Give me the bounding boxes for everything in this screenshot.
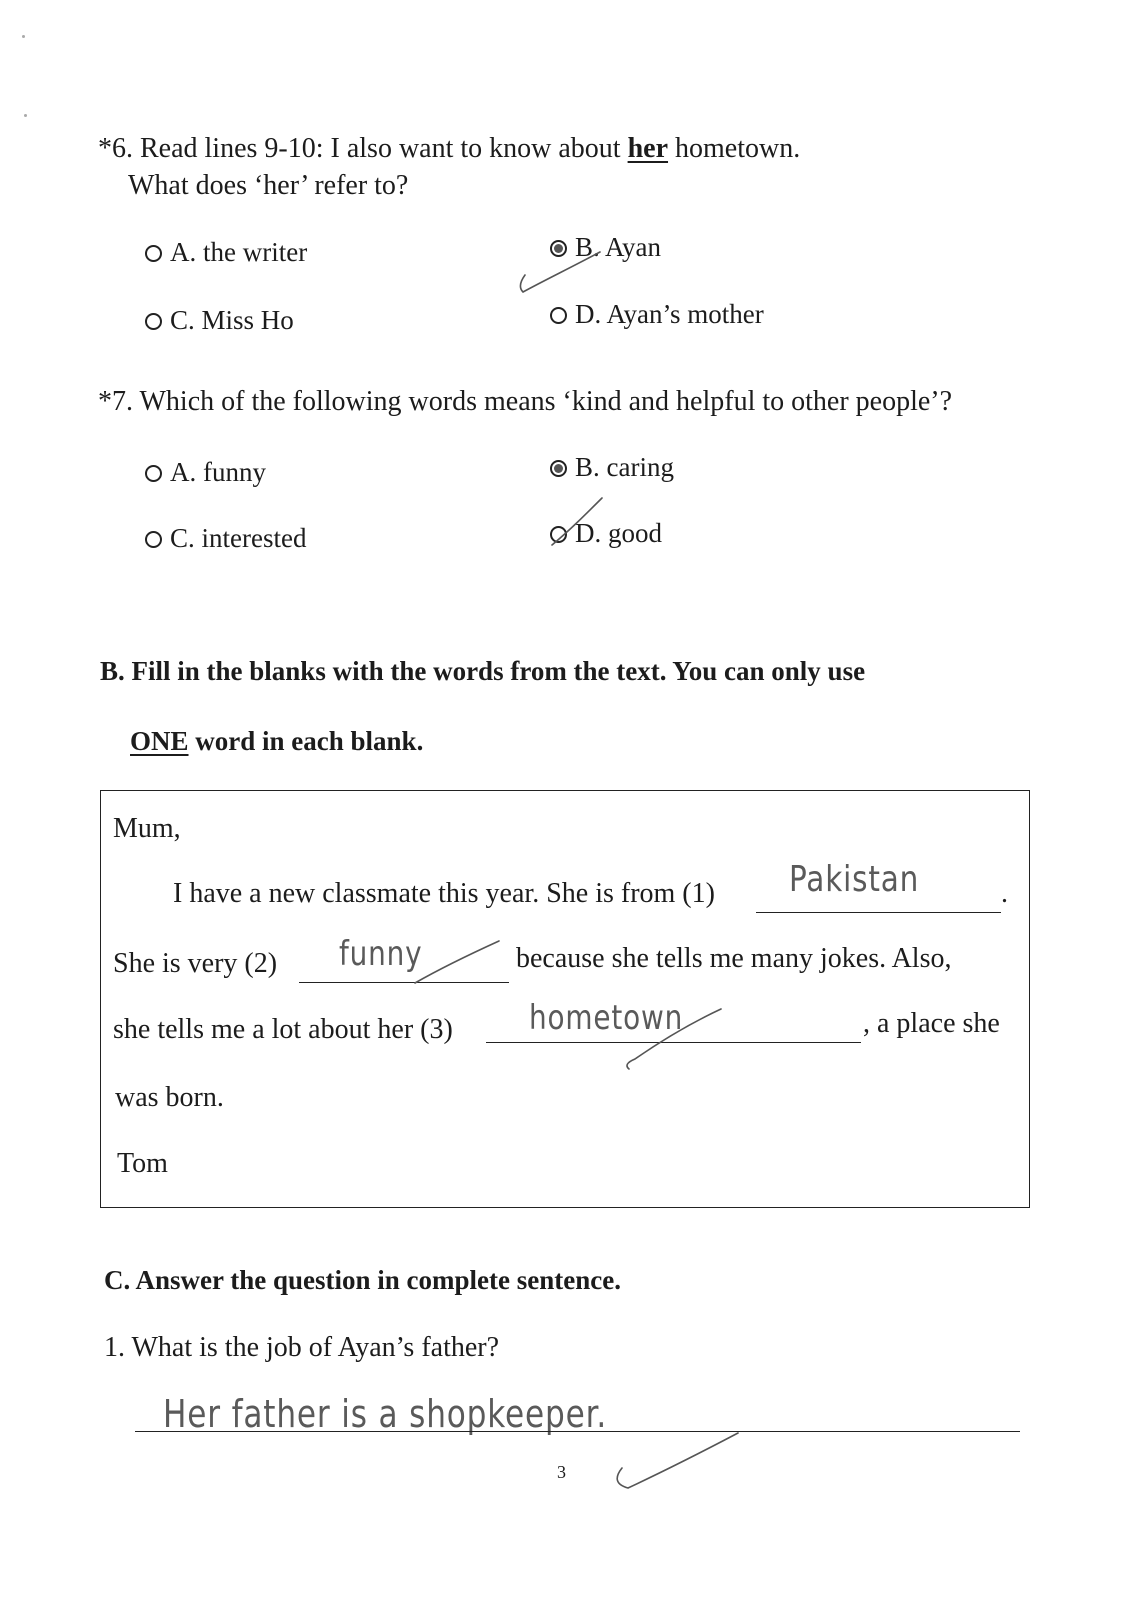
q7-line xyxy=(98,386,952,418)
q6-option-b-label: B. Ayan xyxy=(575,232,662,262)
q6-emphasis: her xyxy=(627,133,669,164)
radio-icon[interactable] xyxy=(550,307,567,324)
tick-mark-icon xyxy=(515,240,615,300)
section-b-heading-line2 xyxy=(130,726,423,757)
tick-mark-icon xyxy=(610,1428,750,1498)
q6-line1 xyxy=(98,133,800,165)
letter-line1-end: . xyxy=(1001,878,1008,909)
q7-option-b-label: B. caring xyxy=(575,452,674,482)
letter-line1: I have a new classmate this year. She is from (1) xyxy=(173,878,715,909)
q7-option-a-label: A. funny xyxy=(170,457,266,487)
radio-icon[interactable] xyxy=(145,313,162,330)
letter-box xyxy=(100,790,1030,1208)
section-b-emphasis: ONE xyxy=(130,726,189,756)
q6-line2: What does ‘her’ refer to? xyxy=(128,170,409,201)
letter-line3-post: , a place she xyxy=(863,1008,1000,1039)
page-number: 3 xyxy=(557,1462,566,1482)
q6-option-a[interactable] xyxy=(145,237,307,268)
q6-option-c[interactable] xyxy=(145,305,294,336)
q6-option-d[interactable] xyxy=(550,299,764,330)
q6-text-pre: Read lines 9-10: I also want to know about xyxy=(140,133,628,164)
tick-mark-icon xyxy=(621,1001,731,1071)
section-b-heading-line1: B. Fill in the blanks with the words from the text. You can only use xyxy=(100,656,866,686)
q7-text: Which of the following words means ‘kind and helpful to other people’? xyxy=(139,386,953,417)
letter-signoff: Tom xyxy=(117,1148,168,1179)
q6-number: *6. xyxy=(98,133,133,164)
q6-option-a-label: A. the writer xyxy=(170,237,308,267)
q6-option-c-label: C. Miss Ho xyxy=(170,305,294,335)
section-c-heading: C. Answer the question in complete sentence. xyxy=(104,1265,621,1295)
q6-option-d-label: D. Ayan’s mother xyxy=(575,299,764,329)
q7-option-c-label: C. interested xyxy=(170,523,307,553)
blank-1[interactable] xyxy=(756,911,1001,913)
letter-line2-pre: She is very (2) xyxy=(113,948,278,979)
q7-option-a[interactable] xyxy=(145,457,266,488)
answer-line[interactable] xyxy=(135,1430,1020,1432)
answer-blank-2: funny xyxy=(339,934,423,974)
letter-line3-pre: she tells me a lot about her (3) xyxy=(113,1014,453,1045)
section-b-heading-rest: word in each blank. xyxy=(188,726,424,756)
radio-icon[interactable] xyxy=(145,245,162,262)
q7-option-c[interactable] xyxy=(145,523,306,554)
scan-speck xyxy=(22,35,25,38)
letter-line4: was born. xyxy=(115,1082,224,1113)
scan-speck xyxy=(24,114,27,117)
tick-mark-icon xyxy=(550,490,610,550)
radio-icon[interactable] xyxy=(145,531,162,548)
q7-number: *7. xyxy=(98,386,133,417)
q7-option-d-label: D. good xyxy=(575,518,662,548)
section-c-question: 1. What is the job of Ayan’s father? xyxy=(104,1332,500,1363)
q7-option-b[interactable] xyxy=(550,452,674,483)
answer-blank-1: Pakistan xyxy=(789,859,920,900)
section-c-answer: Her father is a shopkeeper. xyxy=(163,1392,608,1436)
letter-line2-post: because she tells me many jokes. Also, xyxy=(516,943,952,974)
letter-greeting: Mum, xyxy=(113,813,181,844)
radio-filled-icon[interactable] xyxy=(550,460,567,477)
answer-blank-3: hometown xyxy=(529,998,684,1038)
q6-text-post: hometown. xyxy=(668,133,801,164)
tick-mark-icon xyxy=(401,941,511,1001)
radio-icon[interactable] xyxy=(145,465,162,482)
